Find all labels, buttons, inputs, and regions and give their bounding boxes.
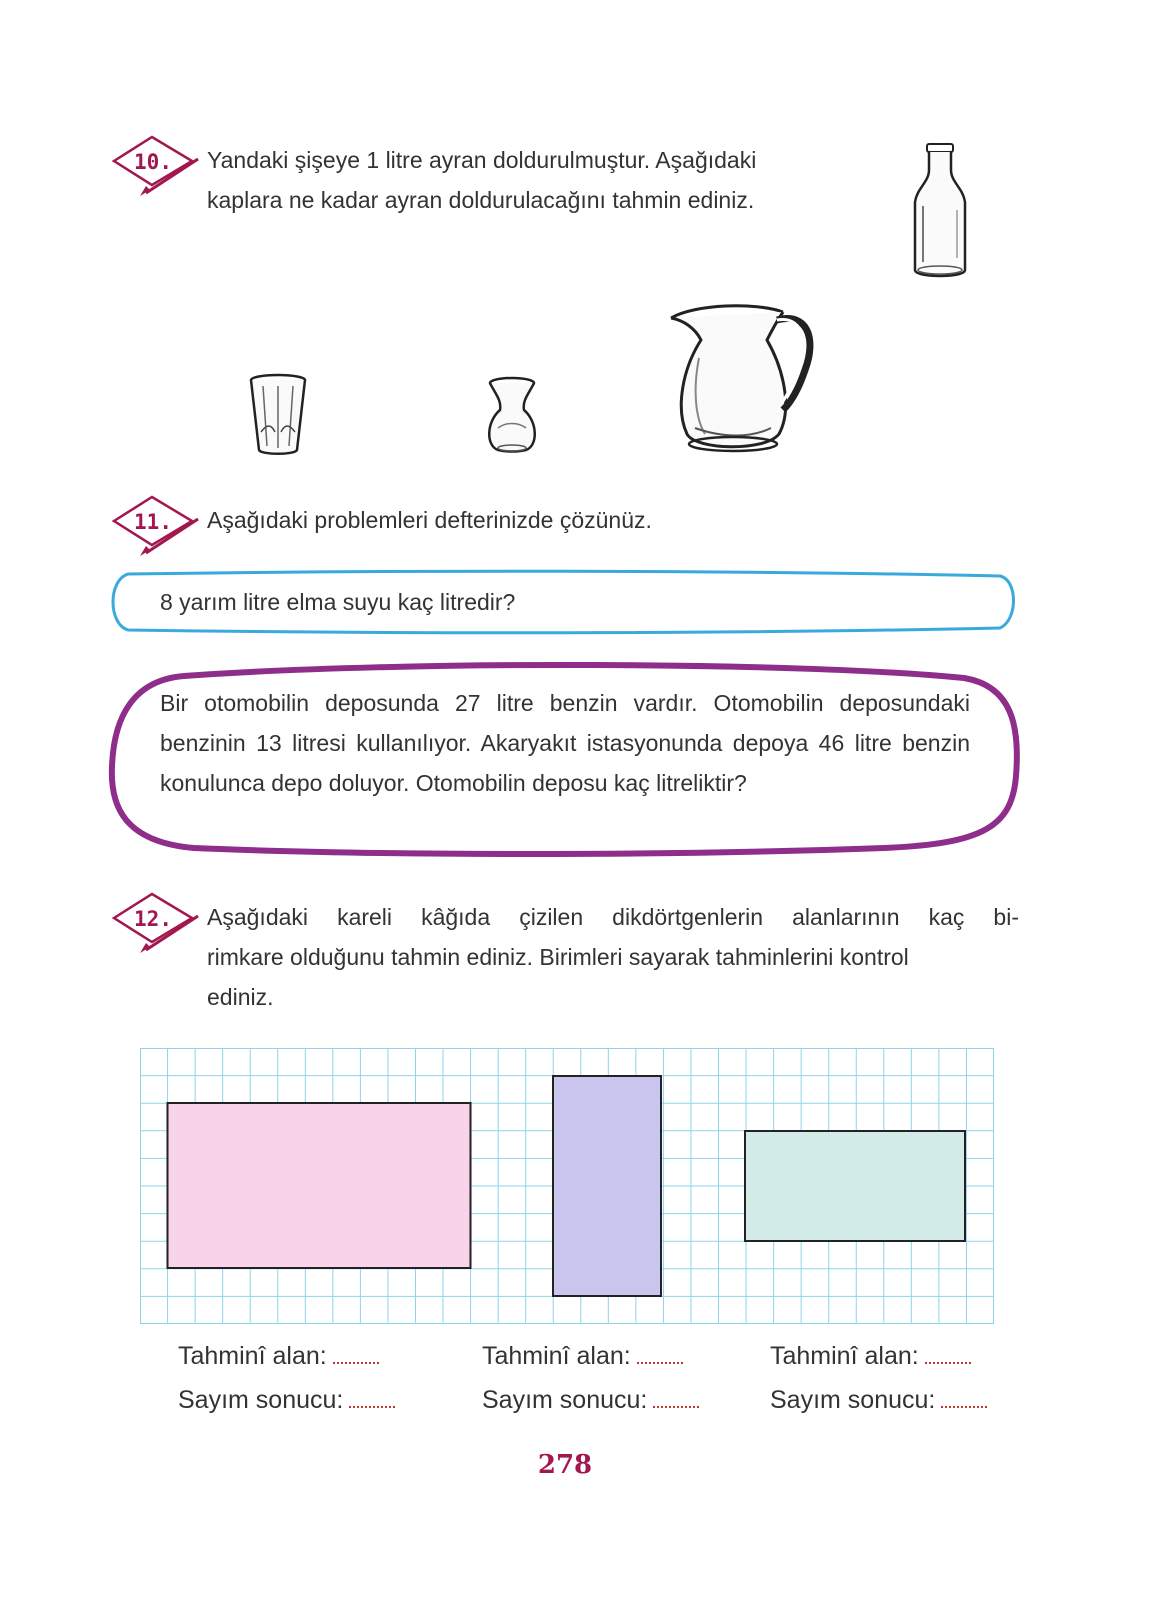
- text-line: rimkare olduğunu tahmin ediniz. Birimleri sayarak tahminlerini kontrol: [207, 944, 909, 970]
- question-11-badge: [106, 494, 202, 556]
- text-line: ediniz.: [207, 984, 274, 1010]
- answer-blank[interactable]: [349, 1406, 395, 1408]
- bottle-icon: [905, 140, 975, 285]
- estimate-row-2: [482, 1342, 683, 1371]
- count-row-1: [178, 1386, 395, 1415]
- count-label: Sayım sonucu:: [770, 1386, 936, 1414]
- problem-2-text: Bir otomobilin deposunda 27 litre benzin vardır. Otomobilin deposundaki benzinin 13 litresi kullanılıyor. Akaryakıt istasyonunda depoya 46 litre benzin konulunca depo doluyor. Otomobilin deposu kaç litreliktir?: [160, 690, 970, 796]
- estimate-row-1: [178, 1342, 379, 1371]
- question-11-text: Aşağıdaki problemleri defterinizde çözünüz.: [207, 507, 652, 533]
- text-line: Aşağıdaki kareli kâğıda çizilen dikdörtgenlerin alanlarının kaç bi-: [207, 904, 1019, 930]
- text-line: kaplara ne kadar ayran doldurulacağını tahmin ediniz.: [207, 187, 755, 213]
- estimate-label: Tahminî alan:: [178, 1342, 327, 1370]
- page-number: 278: [537, 1450, 593, 1480]
- question-10-badge: [106, 134, 202, 196]
- text-line: Yandaki şişeye 1 litre ayran doldurulmuştur. Aşağıdaki: [207, 147, 757, 173]
- answer-blank[interactable]: [333, 1362, 379, 1364]
- jug-icon: [665, 298, 820, 458]
- question-number: 12.: [134, 907, 172, 931]
- problem-1-text: 8 yarım litre elma suyu kaç litredir?: [160, 589, 516, 615]
- estimate-label: Tahminî alan:: [482, 1342, 631, 1370]
- answer-blank[interactable]: [925, 1362, 971, 1364]
- question-10-text: [207, 140, 887, 220]
- purple-rectangle: [553, 1076, 661, 1296]
- answer-blank[interactable]: [941, 1406, 987, 1408]
- count-row-2: [482, 1386, 699, 1415]
- answer-blank[interactable]: [653, 1406, 699, 1408]
- tea-glass-icon: [480, 376, 544, 454]
- grid-paper: [140, 1048, 994, 1324]
- pink-rectangle: [168, 1103, 471, 1268]
- answer-blank[interactable]: [637, 1362, 683, 1364]
- count-label: Sayım sonucu:: [482, 1386, 648, 1414]
- glass-icon: [245, 372, 311, 457]
- question-12-badge: [106, 891, 202, 953]
- question-number: 11.: [134, 510, 172, 534]
- question-12-text: [207, 897, 1019, 1017]
- question-number: 10.: [134, 150, 172, 174]
- count-label: Sayım sonucu:: [178, 1386, 344, 1414]
- count-row-3: [770, 1386, 987, 1415]
- estimate-label: Tahminî alan:: [770, 1342, 919, 1370]
- estimate-row-3: [770, 1342, 971, 1371]
- teal-rectangle: [745, 1131, 965, 1241]
